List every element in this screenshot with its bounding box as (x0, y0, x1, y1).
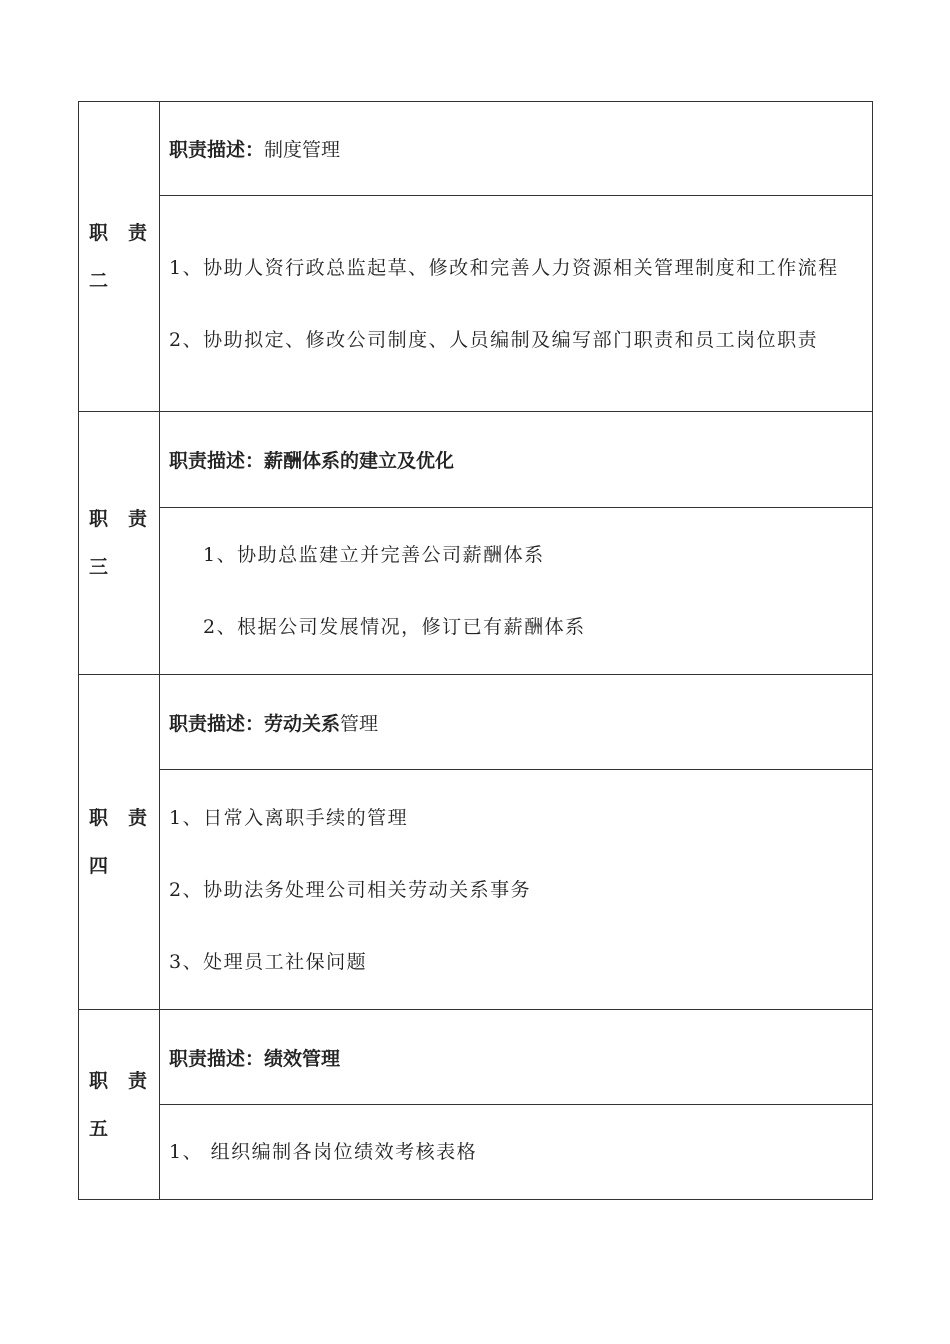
duty-row-3-body (79, 508, 873, 675)
heading-value: 制度管理 (264, 139, 341, 161)
duty-item: 2、根据公司发展情况，修订已有薪酬体系 (203, 616, 586, 638)
duty-label-number: 三 (89, 556, 109, 578)
duty-label-3 (79, 412, 160, 675)
duty-body-4 (160, 770, 873, 1010)
duty-label-char: 职 (89, 1069, 109, 1092)
duty-label-char: 职 (89, 221, 109, 244)
duty-heading-3 (160, 412, 873, 508)
duty-label-4 (79, 675, 160, 1010)
duty-item: 2、协助拟定、修改公司制度、人员编制及编写部门职责和员工岗位职责 (169, 328, 819, 351)
duty-label-char: 责 (127, 508, 147, 530)
duty-label-number: 四 (89, 855, 109, 877)
heading-label: 职责描述： (169, 450, 265, 472)
heading-label: 职责描述： (169, 1047, 265, 1070)
duty-item: 1、协助人资行政总监起草、修改和完善人力资源相关管理制度和工作流程 (169, 256, 839, 279)
duty-item: 2、协助法务处理公司相关劳动关系事务 (169, 878, 532, 901)
duty-label-char: 职 (89, 508, 109, 530)
duty-row-5-heading (79, 1010, 873, 1105)
duty-label-char: 职 (89, 807, 109, 829)
duty-label-5 (79, 1010, 160, 1200)
duty-heading-5 (160, 1010, 873, 1105)
duty-row-3-heading (79, 412, 873, 508)
duty-label-number: 二 (89, 269, 109, 292)
duty-body-5 (160, 1105, 873, 1200)
duty-row-4-heading (79, 675, 873, 770)
duty-heading-4 (160, 675, 873, 770)
duty-body-2 (160, 196, 873, 412)
heading-value-bold: 劳动关系 (264, 712, 341, 735)
heading-label: 职责描述： (169, 139, 265, 161)
duty-item: 1、日常入离职手续的管理 (169, 806, 409, 829)
duty-row-5-body (79, 1105, 873, 1200)
heading-label: 职责描述： (169, 712, 265, 735)
duty-item: 1、协助总监建立并完善公司薪酬体系 (203, 544, 545, 566)
duty-heading-2 (160, 102, 873, 196)
duty-table (78, 101, 873, 1200)
heading-value-regular: 管理 (340, 712, 379, 735)
duty-label-char: 责 (127, 1069, 147, 1092)
duty-label-2 (79, 102, 160, 412)
duty-item: 1、 组织编制各岗位绩效考核表格 (169, 1141, 478, 1163)
heading-value: 绩效管理 (264, 1047, 341, 1070)
duty-label-char: 责 (127, 807, 147, 829)
duty-label-char: 责 (127, 221, 147, 244)
heading-value: 薪酬体系的建立及优化 (264, 450, 455, 472)
duty-row-4-body (79, 770, 873, 1010)
duty-label-number: 五 (89, 1117, 109, 1140)
duty-body-3 (160, 508, 873, 675)
duty-row-2-body (79, 196, 873, 412)
duty-row-2-heading (79, 102, 873, 196)
duty-item: 3、处理员工社保问题 (169, 950, 368, 973)
